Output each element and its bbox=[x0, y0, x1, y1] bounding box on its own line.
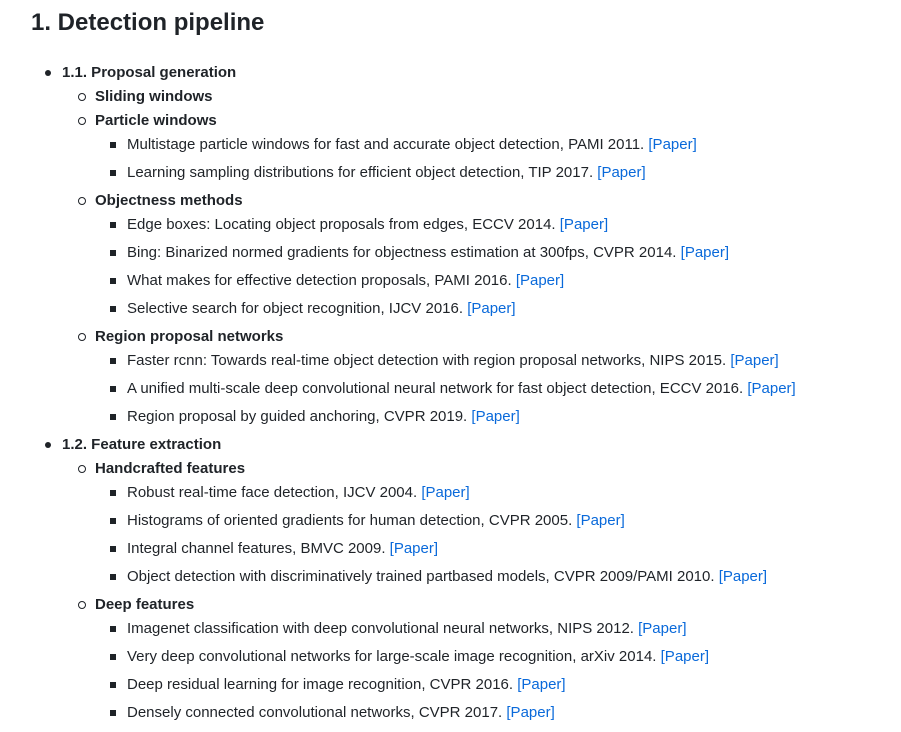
paper-item bbox=[127, 673, 566, 697]
square-bullet-icon bbox=[110, 546, 116, 552]
paper-link[interactable]: [Paper] bbox=[421, 484, 470, 501]
paper-link[interactable]: [Paper] bbox=[389, 540, 439, 557]
paper-link[interactable]: [Paper] bbox=[747, 380, 796, 397]
item-text: Object detection with discriminatively trained partbased models, CVPR 2009/PAMI 2010. bbox=[127, 568, 715, 585]
circle-bullet-icon bbox=[78, 601, 86, 609]
subsection-heading bbox=[95, 593, 194, 617]
paper-item bbox=[127, 405, 520, 429]
paper-item bbox=[127, 241, 729, 265]
item-text: Deep residual learning for image recognition, CVPR 2016. bbox=[127, 676, 514, 693]
paper-item bbox=[127, 133, 697, 157]
paper-item bbox=[127, 617, 687, 641]
item-text: Learning sampling distributions for efficient object detection, TIP 2017. bbox=[127, 164, 594, 181]
paper-link[interactable]: [Paper] bbox=[506, 704, 555, 721]
item-text: Objectness methods bbox=[95, 192, 243, 209]
square-bullet-icon bbox=[110, 654, 116, 660]
item-text: Integral channel features, BMVC 2009. bbox=[127, 540, 386, 557]
subsection-heading bbox=[95, 325, 283, 349]
square-bullet-icon bbox=[110, 358, 116, 364]
item-text: Densely connected convolutional networks, CVPR 2017. bbox=[127, 704, 503, 721]
item-text: What makes for effective detection proposals, PAMI 2016. bbox=[127, 272, 512, 289]
paper-item bbox=[127, 161, 646, 185]
item-text: Imagenet classification with deep convolutional neural networks, NIPS 2012. bbox=[127, 620, 634, 637]
item-text: Region proposal networks bbox=[95, 328, 284, 345]
subsection-heading bbox=[95, 457, 245, 481]
square-bullet-icon bbox=[110, 490, 116, 496]
square-bullet-icon bbox=[110, 250, 116, 256]
item-text: Bing: Binarized normed gradients for objectness estimation at 300fps, CVPR 2014. bbox=[127, 244, 677, 261]
item-text: Sliding windows bbox=[95, 88, 213, 105]
item-text: Faster rcnn: Towards real-time object detection with region proposal networks, NIPS 2015. bbox=[127, 352, 727, 369]
square-bullet-icon bbox=[110, 626, 116, 632]
item-text: Particle windows bbox=[95, 112, 217, 129]
paper-link[interactable]: [Paper] bbox=[660, 648, 710, 665]
paper-link[interactable]: [Paper] bbox=[718, 568, 768, 585]
subsection-heading bbox=[95, 109, 217, 133]
square-bullet-icon bbox=[110, 278, 116, 284]
paper-item bbox=[127, 645, 709, 669]
square-bullet-icon bbox=[110, 710, 116, 716]
square-bullet-icon bbox=[110, 414, 116, 420]
section-heading bbox=[62, 61, 236, 85]
paper-link[interactable]: [Paper] bbox=[680, 244, 730, 261]
paper-link[interactable]: [Paper] bbox=[559, 216, 609, 233]
item-text: Region proposal by guided anchoring, CVPR 2019. bbox=[127, 408, 468, 425]
paper-item bbox=[127, 701, 555, 725]
circle-bullet-icon bbox=[78, 333, 86, 341]
item-text: Histograms of oriented gradients for human detection, CVPR 2005. bbox=[127, 512, 573, 529]
square-bullet-icon bbox=[110, 386, 116, 392]
paper-link[interactable]: [Paper] bbox=[648, 136, 697, 153]
item-text: 1.1. Proposal generation bbox=[62, 64, 237, 81]
square-bullet-icon bbox=[110, 306, 116, 312]
paper-link[interactable]: [Paper] bbox=[597, 164, 646, 181]
circle-bullet-icon bbox=[78, 197, 86, 205]
paper-link[interactable]: [Paper] bbox=[471, 408, 520, 425]
item-text: A unified multi-scale deep convolutional neural network for fast object detection, ECCV 2016. bbox=[127, 380, 744, 397]
square-bullet-icon bbox=[110, 682, 116, 688]
item-text: Handcrafted features bbox=[95, 460, 246, 477]
paper-link[interactable]: [Paper] bbox=[467, 300, 516, 317]
item-text: Selective search for object recognition, IJCV 2016. bbox=[127, 300, 464, 317]
subsection-heading bbox=[95, 85, 213, 109]
subsection-heading bbox=[95, 189, 243, 213]
paper-item bbox=[127, 297, 516, 321]
item-text: Robust real-time face detection, IJCV 2004. bbox=[127, 484, 418, 501]
square-bullet-icon bbox=[110, 518, 116, 524]
paper-item bbox=[127, 213, 608, 237]
square-bullet-icon bbox=[110, 222, 116, 228]
item-text: Multistage particle windows for fast and accurate object detection, PAMI 2011. bbox=[127, 136, 645, 153]
disc-bullet-icon bbox=[45, 70, 51, 76]
paper-item bbox=[127, 269, 564, 293]
page-title: 1. Detection pipeline bbox=[31, 9, 265, 36]
item-text: Deep features bbox=[95, 596, 195, 613]
paper-link[interactable]: [Paper] bbox=[515, 272, 565, 289]
square-bullet-icon bbox=[110, 574, 116, 580]
square-bullet-icon bbox=[110, 170, 116, 176]
paper-item bbox=[127, 377, 796, 401]
paper-item bbox=[127, 509, 625, 533]
section-heading bbox=[62, 433, 221, 457]
paper-link[interactable]: [Paper] bbox=[638, 620, 687, 637]
circle-bullet-icon bbox=[78, 93, 86, 101]
disc-bullet-icon bbox=[45, 442, 51, 448]
paper-item bbox=[127, 481, 470, 505]
paper-item bbox=[127, 537, 438, 561]
circle-bullet-icon bbox=[78, 465, 86, 473]
paper-item bbox=[127, 565, 767, 589]
paper-link[interactable]: [Paper] bbox=[576, 512, 625, 529]
paper-item bbox=[127, 349, 779, 373]
item-text: Very deep convolutional networks for large-scale image recognition, arXiv 2014. bbox=[127, 648, 657, 665]
item-text: 1.2. Feature extraction bbox=[62, 436, 222, 453]
paper-link[interactable]: [Paper] bbox=[517, 676, 566, 693]
paper-link[interactable]: [Paper] bbox=[730, 352, 779, 369]
item-text: Edge boxes: Locating object proposals from edges, ECCV 2014. bbox=[127, 216, 556, 233]
square-bullet-icon bbox=[110, 142, 116, 148]
circle-bullet-icon bbox=[78, 117, 86, 125]
